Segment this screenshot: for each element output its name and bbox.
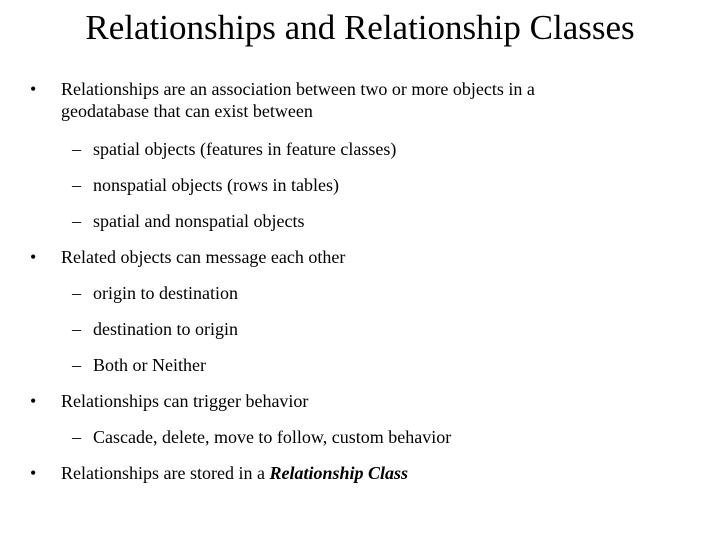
sub-bullet-text: nonspatial objects (rows in tables) — [93, 175, 339, 195]
sub-bullet-text: destination to origin — [93, 319, 238, 339]
sub-bullet-item — [72, 210, 304, 232]
bullet-text: Relationships are an association between two or more objects in a geodatabase that can exist between — [61, 79, 535, 121]
sub-bullet-text: spatial and nonspatial objects — [93, 211, 305, 231]
sub-bullet-text: Both or Neither — [93, 355, 206, 375]
bullet-icon: • — [30, 247, 37, 267]
sub-bullet-text: spatial objects (features in feature classes) — [93, 139, 397, 159]
sub-bullet-item — [72, 138, 396, 160]
sub-bullet-item — [72, 318, 238, 340]
bullet-text — [61, 462, 621, 484]
bullet-text: Related objects can message each other — [61, 247, 346, 267]
sub-bullet-text: Cascade, delete, move to follow, custom behavior — [93, 427, 452, 447]
bullet-text: Relationships can trigger behavior — [61, 391, 309, 411]
dash-icon: – — [72, 355, 81, 375]
bullet-icon: • — [30, 391, 37, 411]
bullet-text-prefix: Relationships are stored in a — [61, 463, 270, 483]
sub-bullet-item — [72, 354, 206, 376]
dash-icon: – — [72, 283, 81, 303]
sub-bullet-text: origin to destination — [93, 283, 238, 303]
relationship-class-emphasis: Relationship Class — [269, 463, 408, 483]
dash-icon: – — [72, 175, 81, 195]
bullet-icon: • — [30, 79, 37, 99]
sub-bullet-item — [72, 426, 451, 448]
sub-bullet-item — [72, 174, 339, 196]
bullet-icon: • — [30, 463, 37, 483]
dash-icon: – — [72, 211, 81, 231]
dash-icon: – — [72, 139, 81, 159]
dash-icon: – — [72, 427, 81, 447]
slide-title: Relationships and Relationship Classes — [85, 8, 635, 47]
dash-icon: – — [72, 319, 81, 339]
sub-bullet-item — [72, 282, 238, 304]
